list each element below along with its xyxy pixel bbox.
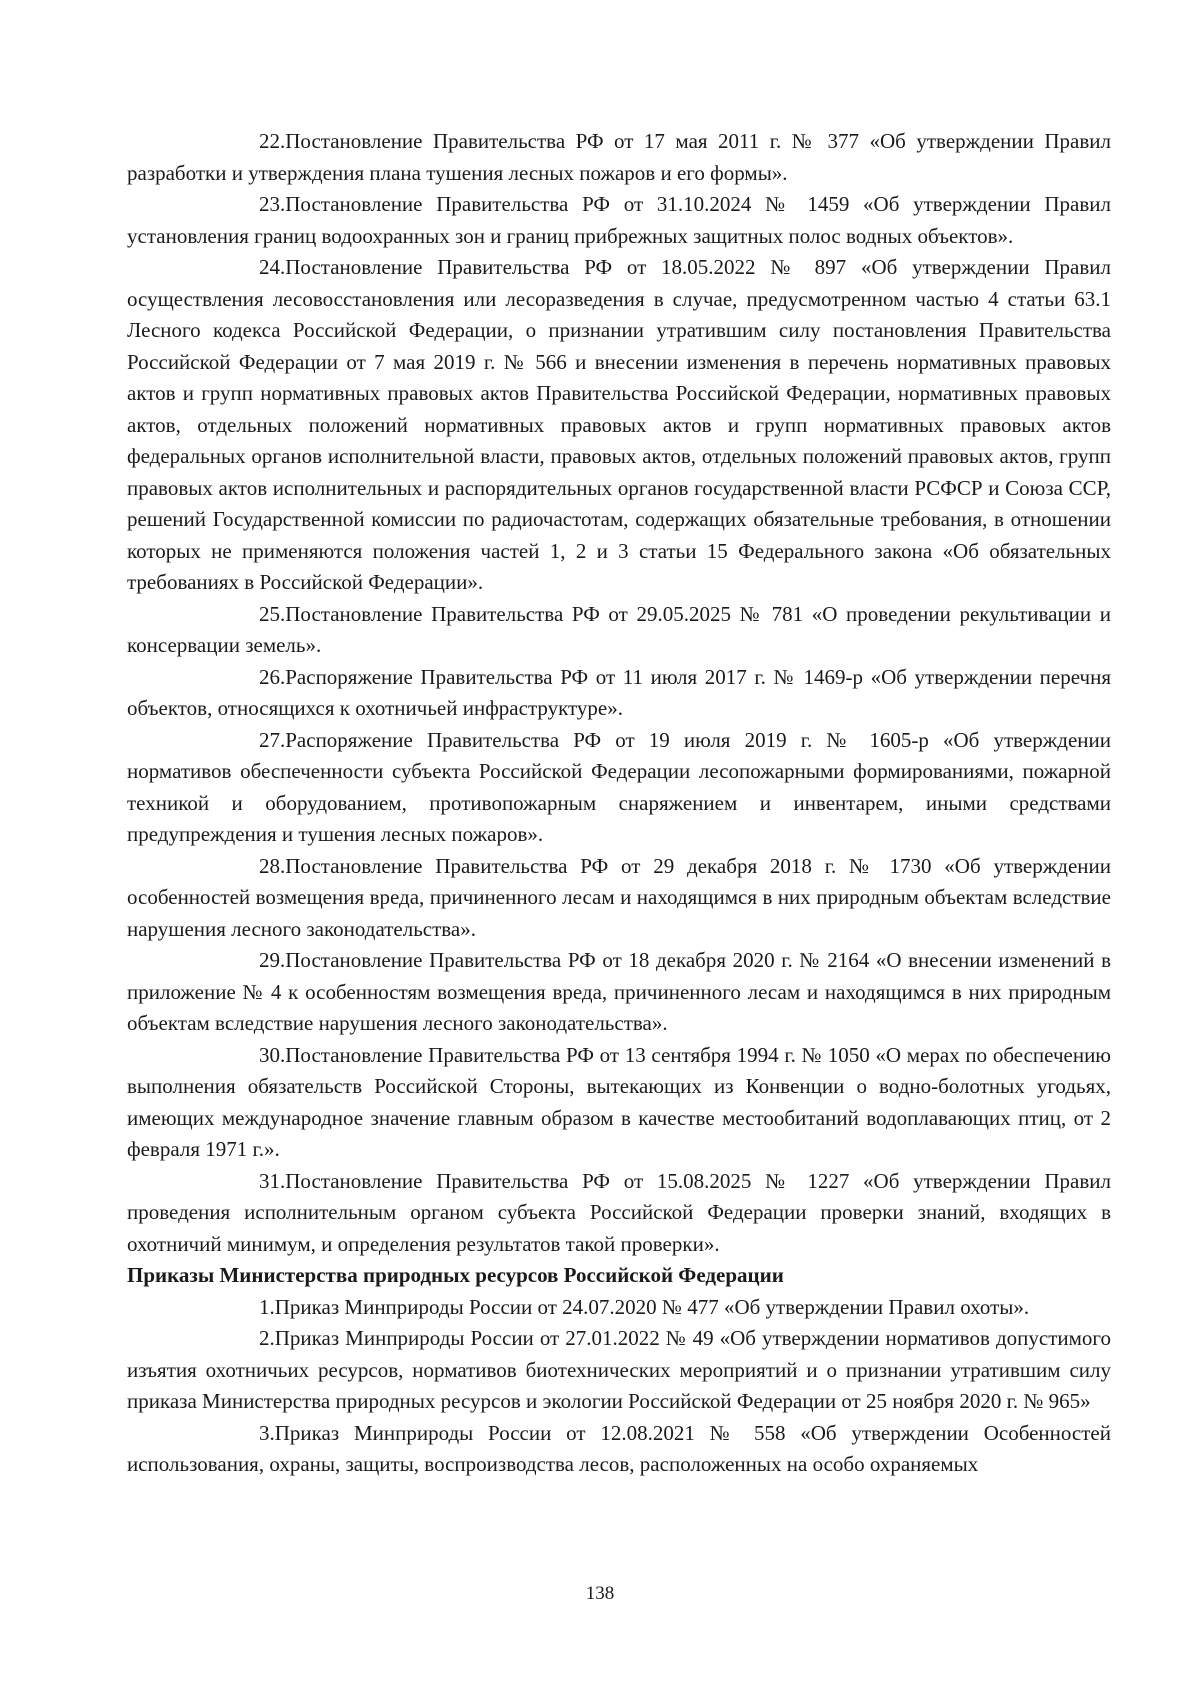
list-item — [127, 725, 1111, 851]
section-heading: Приказы Министерства природных ресурсов Российской Федерации — [127, 1263, 784, 1287]
list-item — [127, 851, 1111, 946]
item-text: Постановление Правительства РФ от 18 декабря 2020 г. № 2164 «О внесении изменений в приложение № 4 к особенностям возмещения вреда, причиненного лесам и находящимся в них природным объектам вследствие нарушения лесного законодательства». — [127, 948, 1111, 1035]
item-number: 3. — [259, 1420, 275, 1445]
item-number: 2. — [259, 1326, 275, 1350]
item-number: 27. — [259, 727, 286, 752]
item-text: Постановление Правительства РФ от 17 мая 2011 г. № 377 «Об утверждении Правил разработки и утверждения плана тушения лесных пожаров и его формы». — [127, 129, 1111, 185]
list-item — [127, 1418, 1111, 1481]
item-text: Распоряжение Правительства РФ от 11 июля 2017 г. № 1469-р «Об утверждении перечня объектов, относящихся к охотничьей инфраструктуре». — [127, 664, 1111, 720]
item-text: Постановление Правительства РФ от 13 сентября 1994 г. № 1050 «О мерах по обеспечению выполнения обязательств Российской Стороны, вытекающих из Конвенции о водно-болотных угодьях, имеющих международное значение главным образом в качестве местообитаний водоплавающих птиц, от 2 февраля 1971 г.». — [127, 1042, 1111, 1161]
item-number: 26. — [259, 664, 286, 689]
item-number: 29. — [259, 948, 286, 972]
item-number: 25. — [259, 601, 286, 626]
item-text: Приказ Минприроды России от 27.01.2022 № 49 «Об утверждении нормативов допустимого изъятия охотничьих ресурсов, нормативов биотехнических мероприятий и о признании утратившим силу приказа Министерства природных ресурсов и экологии Российской Федерации от 25 ноября 2020 г. № 965» — [127, 1326, 1111, 1413]
list-item — [127, 945, 1111, 1040]
item-text: Приказ Минприроды России от 24.07.2020 № 477 «Об утверждении Правил охоты». — [274, 1294, 1030, 1319]
item-text: Постановление Правительства РФ от 15.08.2025 № 1227 «Об утверждении Правил проведения исполнительным органом субъекта Российской Федерации проверки знаний, входящих в охотничий минимум, и определения результатов такой проверки». — [127, 1168, 1111, 1256]
item-number: 24. — [259, 255, 286, 279]
document-body — [127, 126, 1111, 1481]
item-number: 28. — [259, 853, 286, 878]
list-item — [127, 599, 1111, 662]
list-item — [127, 1166, 1111, 1261]
page-number: 138 — [585, 1583, 615, 1604]
list-item — [127, 1323, 1111, 1418]
list-item — [127, 252, 1111, 599]
item-number: 30. — [259, 1042, 286, 1067]
list-item — [127, 1040, 1111, 1166]
item-number: 22. — [259, 129, 286, 153]
item-text: Постановление Правительства РФ от 29 декабря 2018 г. № 1730 «Об утверждении особенностей возмещения вреда, причиненного лесам и находящимся в них природным объектам вследствие нарушения лесного законодательства». — [127, 853, 1111, 941]
item-number: 23. — [259, 192, 286, 216]
item-text: Постановление Правительства РФ от 31.10.2024 № 1459 «Об утверждении Правил установления границ водоохранных зон и границ прибрежных защитных полос водных объектов». — [127, 192, 1111, 248]
item-number: 1. — [259, 1294, 275, 1319]
list-item — [127, 662, 1111, 725]
item-text: Распоряжение Правительства РФ от 19 июля 2019 г. № 1605-р «Об утверждении нормативов обеспеченности субъекта Российской Федерации лесопожарными формированиями, пожарной техникой и оборудованием, противопожарным снаряжением и инвентарем, иными средствами предупреждения и тушения лесных пожаров». — [127, 727, 1111, 846]
list-item — [127, 126, 1111, 189]
list-item — [127, 189, 1111, 252]
item-text: Приказ Минприроды России от 12.08.2021 № 558 «Об утверждении Особенностей использования, охраны, защиты, воспроизводства лесов, расположенных на особо охраняемых — [127, 1420, 1111, 1476]
item-text: Постановление Правительства РФ от 29.05.2025 № 781 «О проведении рекультивации и консервации земель». — [127, 601, 1111, 657]
item-text: Постановление Правительства РФ от 18.05.2022 № 897 «Об утверждении Правил осуществления лесовосстановления или лесоразведения в случае, предусмотренном частью 4 статьи 63.1 Лесного кодекса Российской Федерации, о признании утратившим силу постановления Правительства Российской Федерации от 7 мая 2019 г. № 566 и внесении изменения в перечень нормативных правовых актов и групп нормативных правовых актов Правительства Российской Федерации, нормативных правовых актов, отдельных положений нормативных правовых актов и групп нормативных правовых актов федеральных органов исполнительной власти, правовых актов, отдельных положений правовых актов, групп правовых актов исполнительных и распорядительных органов государственной власти РСФСР и Союза ССР, решений Государственной комиссии по радиочастотам, содержащих обязательные требования, в отношении которых не применяются положения частей 1, 2 и 3 статьи 15 Федерального закона «Об обязательных требованиях в Российской Федерации». — [127, 255, 1111, 594]
item-number: 31. — [259, 1168, 286, 1193]
list-item — [127, 1292, 1111, 1324]
